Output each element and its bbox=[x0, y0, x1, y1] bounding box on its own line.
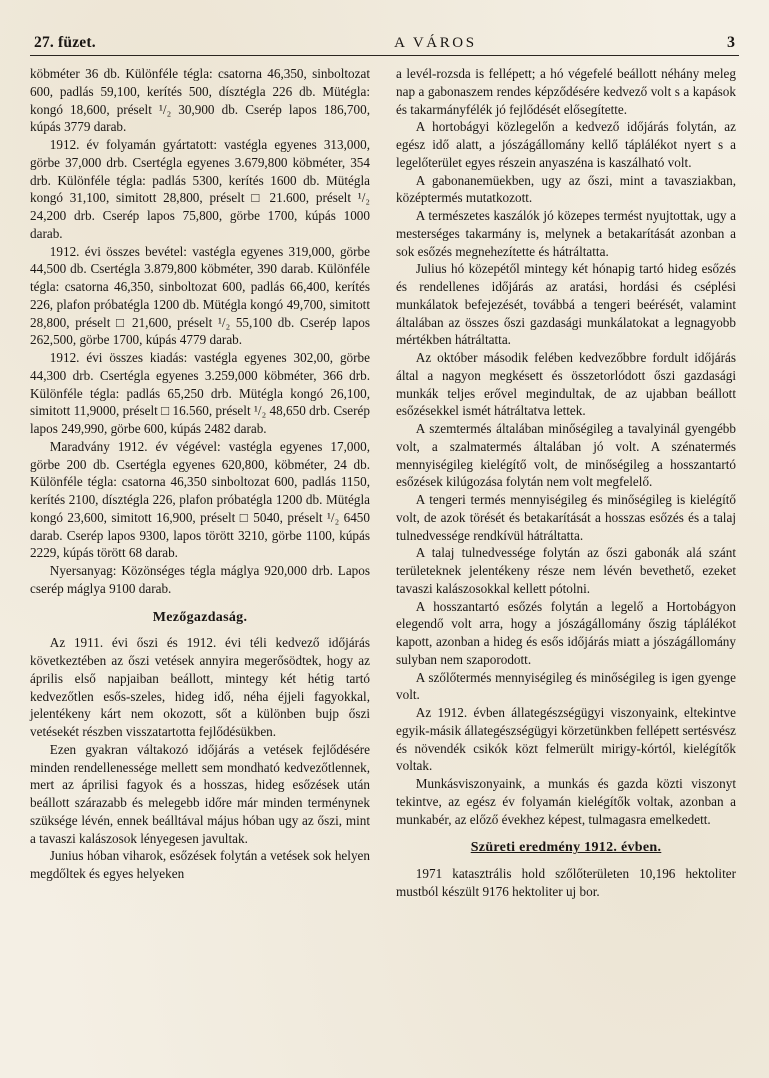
paragraph: A tengeri termés mennyiségileg és minőségileg is kielégítő volt, de azok törését és betakarítását a hosszas esőzés és a talaj tulnedvessége rendkívül hátráltatta. bbox=[396, 492, 736, 543]
paragraph: 1912. évi összes bevétel: vastégla egyenes 319,000, görbe 44,500 db. Csertégla 3.879,800 köbméter, 390 darab. Különféle tégla: csatorna 46,350, sinboltozat 600, padlás 66,400, kerítés 226, plafon próbatégla 1200 db. Mütégla kongó 49,700, simitott 28,800, préselt □ 21,600, préselt ¹/₂ 55,100 db. Cserép lapos 262,500, görbe 1700, kúpás 4779 darab. bbox=[30, 243, 370, 348]
paragraph: Munkásviszonyaink, a munkás és gazda közti viszonyt tekintve, az egész év folyamán kielégítők voltak, azonban a munkabér, az előző évekhez képest, tulmagasra emelkedett. bbox=[396, 776, 736, 827]
paragraph: a levél-rozsda is fellépett; a hó végefelé beállott néhány meleg nap a gabonaszem rendes képződésére kedvező volt s a kapások és takarmányfélék jó fejlődését elősegítette. bbox=[396, 66, 736, 117]
paragraph: Julius hó közepétől mintegy két hónapig tartó hideg esőzés és rendellenes időjárás az aratási, hordási és cséplési munkálatok befejezését, továbbá a tengeri beérését, valamint általában az összes őszi gazdasági munkálatokat a legnagyobb mértékben hátráltatta. bbox=[396, 261, 736, 348]
paragraph: köbméter 36 db. Különféle tégla: csatorna 46,350, sinboltozat 600, padlás 59,100, kerítés 500, dísztégla 226 db. Mütégla: kongó 18,600, préselt ¹/₂ 30,900 db. Cserép lapos 186,700, kúpás 3779 darab. bbox=[30, 66, 370, 135]
paragraph: 1971 katasztrális hold szőlőterületen 10,196 hektoliter mustból készült 9176 hektoliter uj bor. bbox=[396, 866, 736, 899]
paragraph: A hosszantartó esőzés folytán a legelő a Hortobágyon elegendő volt arra, hogy a jószágállomány őszig táplálékot kapott, azonban a hideg és esős időjárás miatt a jószágállomány sulyban nem szaporodott. bbox=[396, 598, 736, 667]
paragraph: Az 1911. évi őszi és 1912. évi téli kedvező időjárás következtében az őszi vetések annyira megerősödtek, hogy az április első napjaiban beállott, mintegy két hétig tartó kedvezőtlen esős-szeles, hideg idő, néha éjjeli fagyokkal, jelentékeny kárt nem okozott, sőt a különben bujp őszi vetésekét részben visszatartotta fejlődésükben. bbox=[30, 635, 370, 740]
running-title: A VÁROS bbox=[394, 35, 477, 51]
page-number: 3 bbox=[726, 34, 735, 51]
body-columns bbox=[30, 65, 739, 1040]
paragraph: 1912. évi összes kiadás: vastégla egyenes 302,00, görbe 44,300 drb. Csertégla egyenes 3.259,000 köbméter, 366 drb. Különféle tégla: padlás 65,250 drb. Mütégla kongó 26,100, simitott 11,9000, préselt □ 16.560, préselt ¹/₂ 48,650 drb. Cserép lapos 249,990, görbe 600, kúpás 2482 darab. bbox=[30, 350, 370, 436]
paragraph: Az 1912. évben állategészségügyi viszonyaink, eltekintve egyik-másik állategészségügyi körzetünkben fellépett sertésvész és növendék csikók közt felmerült mirigy-kórtól, kielégítők voltak. bbox=[396, 705, 736, 774]
paragraph: Maradvány 1912. év végével: vastégla egyenes 17,000, görbe 200 db. Csertégla egyenes 620,800, köbméter, 24 db. Különféle tégla: csatorna 46,350 sinboltozat 600, padlás 1150, kerítés 2100, dísztégla 226, plafon próbatégla 1200 db. Mütégla kongó 23,600, simitott 16,900, préselt □ 5040, préselt ¹/₂ 6450 darab. Cserép lapos 9300, lapos törött 3210, görbe 1100, kúpás 2229, kúpás törött 68 darab. bbox=[30, 438, 370, 561]
paragraph: 1912. év folyamán gyártatott: vastégla egyenes 313,000, görbe 37,000 drb. Csertégla egyenes 3.679,800 köbméter, 354 drb. Különféle tégla: padlás 5300, kerítés 1600 db. Mütégla kongó 31,100, simitott 28,800, préselt □ 21.600, préselt ¹/₂ 24,200 drb. Cserép lapos 75,800, görbe 1700, kúpás 1000 darab. bbox=[30, 137, 370, 241]
paragraph: A hortobágyi közlegelőn a kedvező időjárás folytán, az egész idő alatt, a jószágállomány kellő táplálékot nyert s a legelőterület egyes részein anyaszéna is kaszálható volt. bbox=[396, 119, 736, 170]
paragraph: Junius hóban viharok, esőzések folytán a vetések sok helyen megdőltek és egyes helyeken bbox=[30, 848, 370, 882]
paragraph: A gabonanemüekben, ugy az őszi, mint a tavasziakban, középtermés mutatkozott. bbox=[396, 172, 736, 206]
section-heading-agriculture: Mezőgazdaság. bbox=[152, 609, 248, 625]
section-heading-harvest: Szüreti eredmény 1912. évben. bbox=[470, 840, 662, 856]
paragraph: Ezen gyakran váltakozó időjárás a vetések fejlődésére minden rendellenessége mellett sem mondható kedvezőtlennek, mert az áprilisi fagyok és a hosszas, hideg esőzések után beállott szárazabb és melegebb időre már minden terménynek szüksége lévén, ennek beálltával május hóban ugy az őszi, mint a tavaszi kalászosok lényegesen javultak. bbox=[30, 741, 370, 846]
paragraph: A szemtermés általában minőségileg a tavalyinál gyengébb volt, a szalmatermés általában jó volt. A szénatermés mennyiségileg kielégítő volt, de minőségileg a hosszantartó esőzések kilúgozása folytán nem volt megfelelő. bbox=[396, 421, 736, 490]
right-column bbox=[396, 65, 736, 1040]
paragraph: Nyersanyag: Közönséges tégla máglya 920,000 drb. Lapos cserép máglya 9100 darab. bbox=[30, 563, 370, 596]
left-column bbox=[30, 65, 370, 1040]
issue-number: 27. füzet. bbox=[34, 34, 96, 51]
paragraph: A természetes kaszálók jó közepes termést nyujtottak, ugy a mesterséges takarmány is, melynek a betakarítását azonban a sok esőzés megnehezítette és hátráltatta. bbox=[396, 208, 736, 259]
paragraph: Az október második felében kedvezőbbre fordult időjárás által a nagyon megkésett és összetorlódott őszi gazdasági munkák teljes erővel megindultak, de az ujabban beállott esőzésekkel ismét hátráltatva lettek. bbox=[396, 350, 736, 419]
paragraph: A talaj tulnedvessége folytán az őszi gabonák alá szánt területeknek jelentékeny része nem lévén bevethető, ezeket tavaszi kalászosokkal kellett pótolni. bbox=[396, 545, 736, 596]
page-header bbox=[30, 34, 739, 56]
paragraph: A szőlőtermés mennyiségileg és minőségileg is igen gyenge volt. bbox=[396, 669, 736, 703]
